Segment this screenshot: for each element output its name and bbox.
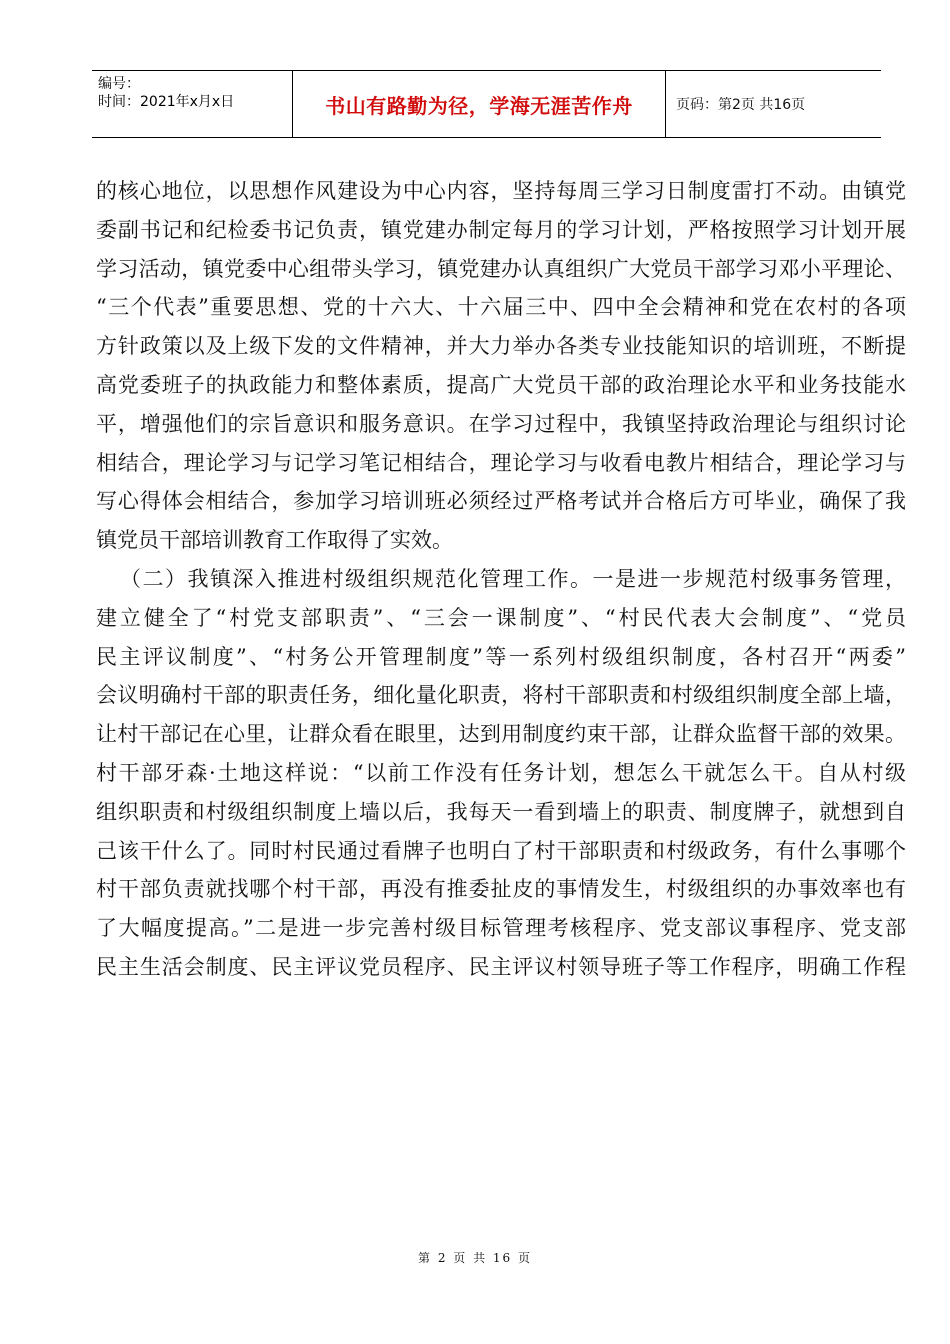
paragraph-2 <box>96 560 906 987</box>
text-line: 己该干什么了。同时村民通过看牌子也明白了村干部职责和村级政务，有什么事哪个 <box>96 838 906 863</box>
page-info-text: 页码：第2页 共16页 <box>676 97 806 113</box>
text-line: 会议明确村干部的职责任务，细化量化职责，将村干部职责和村级组织制度全部上墙， <box>96 683 906 708</box>
text-line: 民主评议制度”、“村务公开管理制度”等一系列村级组织制度，各村召开“两委” <box>96 644 906 669</box>
text-line: 学习活动，镇党委中心组带头学习，镇党建办认真组织广大党员干部学习邓小平理论、 <box>96 256 906 281</box>
text-line: 村干部负责就找哪个村干部，再没有推委扯皮的事情发生，村级组织的办事效率也有 <box>96 877 906 902</box>
time-label: 时间：2021年x月x日 <box>98 94 235 110</box>
header-page-info <box>666 71 881 137</box>
text-line: 高党委班子的执政能力和整体素质，提高广大党员干部的政治理论水平和业务技能水 <box>96 372 906 397</box>
text-line: 让村干部记在心里，让群众看在眼里，达到用制度约束干部，让群众监督干部的效果。 <box>96 722 906 747</box>
header-motto-cell <box>292 71 666 137</box>
text-line: （二）我镇深入推进村级组织规范化管理工作。一是进一步规范村级事务管理， <box>120 566 906 591</box>
text-line: 相结合，理论学习与记学习笔记相结合，理论学习与收看电教片相结合，理论学习与 <box>96 450 906 475</box>
document-body <box>96 172 906 987</box>
motto-text: 书山有路勤为径，学海无涯苦作舟 <box>325 93 633 118</box>
text-line: 民主生活会制度、民主评议党员程序、民主评议村领导班子等工作程序，明确工作程 <box>96 954 906 979</box>
text-line: 委副书记和纪检委书记负责，镇党建办制定每月的学习计划，严格按照学习计划开展 <box>96 217 906 242</box>
text-line: 建立健全了“村党支部职责”、“三会一课制度”、“村民代表大会制度”、“党员 <box>96 605 906 630</box>
header-meta <box>92 71 292 137</box>
page-header <box>92 70 881 138</box>
footer-page-number: 第 2 页 共 16 页 <box>418 1251 532 1265</box>
page-footer <box>0 1249 950 1266</box>
text-line: 写心得体会相结合，参加学习培训班必须经过严格考试并合格后方可毕业，确保了我 <box>96 489 906 514</box>
text-line: 平，增强他们的宗旨意识和服务意识。在学习过程中，我镇坚持政治理论与组织讨论 <box>96 411 906 436</box>
text-line: “三个代表”重要思想、党的十六大、十六届三中、四中全会精神和党在农村的各项 <box>96 295 906 320</box>
text-line: 了大幅度提高。”二是进一步完善村级目标管理考核程序、党支部议事程序、党支部 <box>96 916 906 941</box>
text-line: 方针政策以及上级下发的文件精神，并大力举办各类专业技能知识的培训班，不断提 <box>96 334 906 359</box>
paragraph-1 <box>96 172 906 560</box>
text-line: 的核心地位，以思想作风建设为中心内容，坚持每周三学习日制度雷打不动。由镇党 <box>96 179 906 203</box>
text-line: 村干部牙森·土地这样说：“以前工作没有任务计划，想怎么干就怎么干。自从村级 <box>96 760 906 785</box>
text-line: 镇党员干部培训教育工作取得了实效。 <box>96 528 453 553</box>
number-label: 编号： <box>98 76 140 92</box>
text-line: 组织职责和村级组织制度上墙以后，我每天一看到墙上的职责、制度牌子，就想到自 <box>96 799 906 824</box>
